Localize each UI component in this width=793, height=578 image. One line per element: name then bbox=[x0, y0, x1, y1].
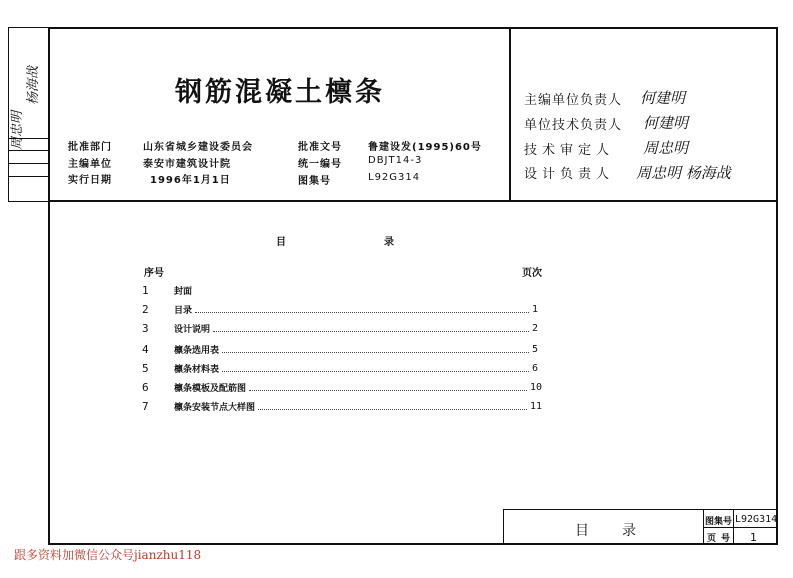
margin-signature-2: 杨海战 bbox=[26, 65, 41, 105]
watermark-text: 跟多资料加微信公众号jianzhu118 bbox=[14, 548, 202, 562]
toc-col-num: 序号 bbox=[144, 268, 164, 279]
approval-label: 批准部门 bbox=[68, 142, 112, 153]
toc-item-page: 11 bbox=[529, 400, 542, 412]
toc-item-name: 檩条安装节点大样图 bbox=[174, 402, 256, 413]
toc-title-left: 目 bbox=[276, 237, 286, 248]
responsible-role: 单位技术负责人 bbox=[524, 118, 623, 133]
toc-item bbox=[142, 321, 542, 335]
toc-leader-dots bbox=[195, 305, 529, 313]
responsible-role: 设计负责人 bbox=[524, 167, 615, 182]
signature: 周忠明 杨海战 bbox=[636, 164, 731, 182]
header-split-line bbox=[509, 27, 511, 201]
toc-item-name: 目录 bbox=[174, 305, 193, 316]
margin-divider bbox=[8, 176, 48, 177]
toc-item bbox=[142, 283, 542, 297]
toc-leader-dots bbox=[222, 364, 529, 372]
toc-item-name: 檩条材料表 bbox=[174, 364, 220, 375]
page-number-label: 页号 bbox=[707, 534, 736, 544]
responsible-role: 技术审定人 bbox=[524, 143, 615, 158]
toc-item-page: 1 bbox=[532, 303, 539, 315]
toc-item-name: 设计说明 bbox=[174, 324, 211, 335]
toc-item bbox=[142, 380, 542, 394]
signature: 何建明 bbox=[640, 89, 686, 107]
toc-item-name: 封面 bbox=[174, 286, 193, 297]
approval-label: 主编单位 bbox=[68, 159, 112, 170]
toc-item bbox=[142, 302, 542, 316]
title-block-divider bbox=[703, 527, 778, 528]
margin-divider bbox=[8, 163, 48, 164]
drawing-title: 钢筋混凝土檩条 bbox=[175, 77, 385, 108]
margin-divider bbox=[8, 150, 48, 151]
approval-label: 统一编号 bbox=[298, 159, 342, 170]
toc-title-right: 录 bbox=[384, 237, 394, 248]
approval-label: 批准文号 bbox=[298, 142, 342, 153]
approval-value: 山东省城乡建设委员会 bbox=[143, 142, 253, 153]
toc-item-num: 7 bbox=[142, 399, 149, 413]
toc-item-num: 3 bbox=[142, 321, 149, 335]
toc-leader-dots bbox=[213, 324, 529, 332]
toc-item-num: 1 bbox=[142, 283, 149, 297]
toc-item-page: 10 bbox=[529, 381, 542, 393]
toc-item-name: 檩条选用表 bbox=[174, 345, 220, 356]
toc-item-num: 5 bbox=[142, 361, 149, 375]
toc-col-page: 页次 bbox=[522, 268, 542, 279]
page-number-value: 1 bbox=[750, 531, 757, 544]
signature: 何建明 bbox=[643, 114, 689, 132]
signature: 周忠明 bbox=[643, 139, 689, 157]
approval-label: 图集号 bbox=[298, 176, 331, 187]
toc-item bbox=[142, 361, 542, 375]
approval-value: 鲁建设发(1995)60号 bbox=[368, 142, 482, 153]
toc-item bbox=[142, 342, 542, 356]
header-divider bbox=[48, 200, 778, 202]
title-block-name-right: 录 bbox=[622, 523, 636, 539]
margin-signature-1: 周忠明 bbox=[10, 110, 25, 150]
approval-value: DBJT14-3 bbox=[368, 155, 423, 166]
title-block-name-left: 目 bbox=[575, 523, 589, 539]
responsible-role: 主编单位负责人 bbox=[524, 93, 623, 108]
toc-item-num: 2 bbox=[142, 302, 149, 316]
toc-item-page: 5 bbox=[532, 343, 539, 355]
toc-item-num: 6 bbox=[142, 380, 149, 394]
toc-item-name: 檩条模板及配筋图 bbox=[174, 383, 247, 394]
toc-item-num: 4 bbox=[142, 342, 149, 356]
approval-value: L92G314 bbox=[368, 172, 421, 183]
approval-value: 泰安市建筑设计院 bbox=[143, 159, 231, 170]
toc-leader-dots bbox=[222, 345, 529, 353]
atlas-number-label: 图集号 bbox=[705, 517, 733, 527]
approval-label: 实行日期 bbox=[68, 175, 112, 186]
approval-value: 1996年1月1日 bbox=[150, 175, 231, 186]
toc-leader-dots bbox=[258, 402, 527, 410]
toc-item-page: 6 bbox=[532, 362, 539, 374]
toc-leader-dots bbox=[249, 383, 527, 391]
toc-item bbox=[142, 399, 542, 413]
toc-item-page: 2 bbox=[532, 322, 539, 334]
atlas-number-value: L92G314 bbox=[735, 514, 778, 525]
